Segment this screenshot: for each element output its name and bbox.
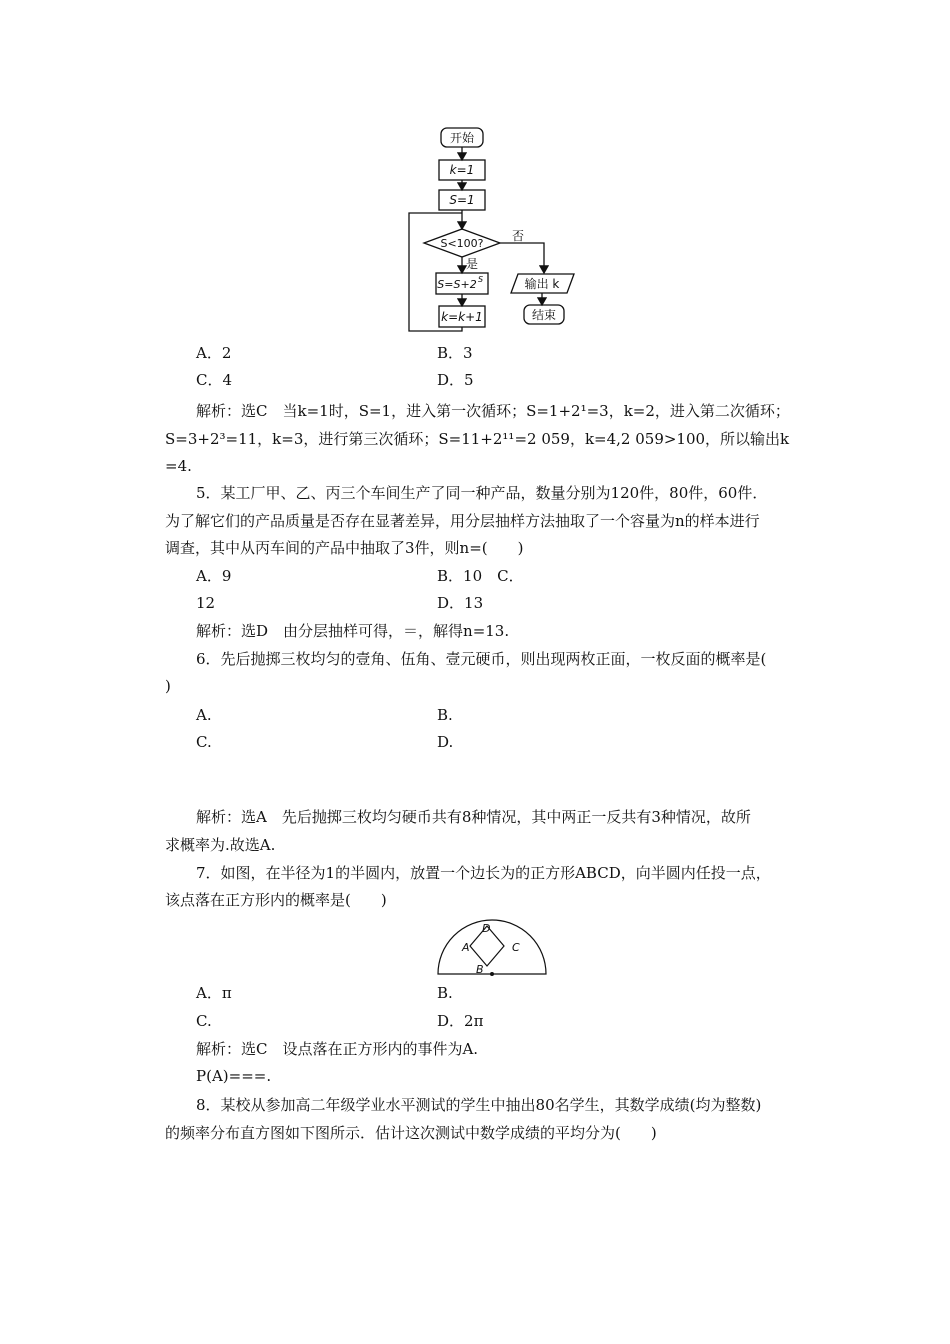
q4-option-c: C．4 [196,371,233,389]
flow-update-s-exp: S [478,275,484,284]
q5-option-c-value: 12 [196,594,216,612]
flow-update-s-text: S=S+2 [437,278,477,291]
flow-start-text: 开始 [449,131,475,145]
q7-stem-line-2: 该点落在正方形内的概率是( ) [165,891,387,909]
q8-stem-line-1: 8．某校从参加高二年级学业水平测试的学生中抽出80名学生，其数学成绩(均为整数) [196,1096,762,1114]
label-b: B [476,963,484,976]
q5-option-bc: B．10 C． [437,567,524,585]
q6-analysis-line-2: 求概率为.故选A. [165,836,276,854]
q4-analysis-line-2: S=3+2³=11，k=3，进行第三次循环；S=11+2¹¹=2 059，k=4,2 059>100，所以输出k [165,430,790,448]
q6-option-b: B. [437,706,453,724]
q6-stem-line-2: ) [165,677,171,695]
q7-option-c: C. [196,1012,212,1030]
label-a: A [462,941,470,954]
q4-analysis-line-1 [196,400,790,422]
q6-option-a: A. [196,706,212,724]
q4-option-d: D．5 [437,371,474,389]
flow-output-text: 输出 k [524,277,560,291]
q8-stem-line-2: 的频率分布直方图如下图所示．估计这次测试中数学成绩的平均分为( ) [165,1124,657,1142]
q4-option-a: A．2 [196,344,232,362]
q4-analysis-label: 解析：选C [196,402,268,420]
label-d: D [482,922,491,935]
q7-option-d: D．2π [437,1012,484,1030]
flow-no-label: 否 [512,229,525,243]
flow-init-s-text: S=1 [449,193,475,207]
q4-analysis-line-3: =4. [165,457,192,475]
q7-option-b: B. [437,984,453,1002]
q4-option-b: B．3 [437,344,473,362]
q5-stem-line-3: 调查，其中从丙车间的产品中抽取了3件，则n=( ) [165,539,524,557]
label-c: C [512,941,520,954]
semicircle-center-dot [490,972,494,976]
flow-end-text: 结束 [531,308,557,322]
q5-stem-line-1: 5．某工厂甲、乙、丙三个车间生产了同一种产品，数量分别为120件，80件，60件． [196,484,768,502]
flowchart [0,0,950,340]
q5-option-d: D．13 [437,594,484,612]
flow-yes-label: 是 [466,257,479,271]
q6-option-d: D. [437,733,454,751]
q6-analysis-line-1: 解析：选A 先后抛掷三枚均匀硬币共有8种情况，其中两正一反共有3种情况，故所 [196,808,751,826]
flow-update-k-text: k=k+1 [441,310,483,324]
q7-option-a: A．π [196,984,232,1002]
q7-analysis-line-1: 解析：选C 设点落在正方形内的事件为A. [196,1040,479,1058]
q6-stem-line-1: 6．先后抛掷三枚均匀的壹角、伍角、壹元硬币，则出现两枚正面，一枚反面的概率是( [196,650,767,668]
q7-stem-line-1: 7．如图，在半径为1的半圆内，放置一个边长为的正方形ABCD，向半圆内任投一点， [196,864,771,882]
q7-analysis-line-2: P(A)===. [196,1067,272,1085]
flow-condition-text: S<100? [440,237,484,250]
q5-option-a: A．9 [196,567,232,585]
svg-text:S=S+2 [437,278,476,291]
q4-analysis-text-1: 当k=1时，S=1，进入第一次循环；S=1+2¹=3，k=2，进入第二次循环； [282,402,790,420]
flow-init-k-text: k=1 [449,163,475,177]
q5-stem-line-2: 为了解它们的产品质量是否存在显著差异，用分层抽样方法抽取了一个容量为n的样本进行 [165,512,760,530]
q6-option-c: C. [196,733,212,751]
semicircle-figure [432,918,552,978]
q5-analysis: 解析：选D 由分层抽样可得，＝，解得n=13. [196,622,510,640]
